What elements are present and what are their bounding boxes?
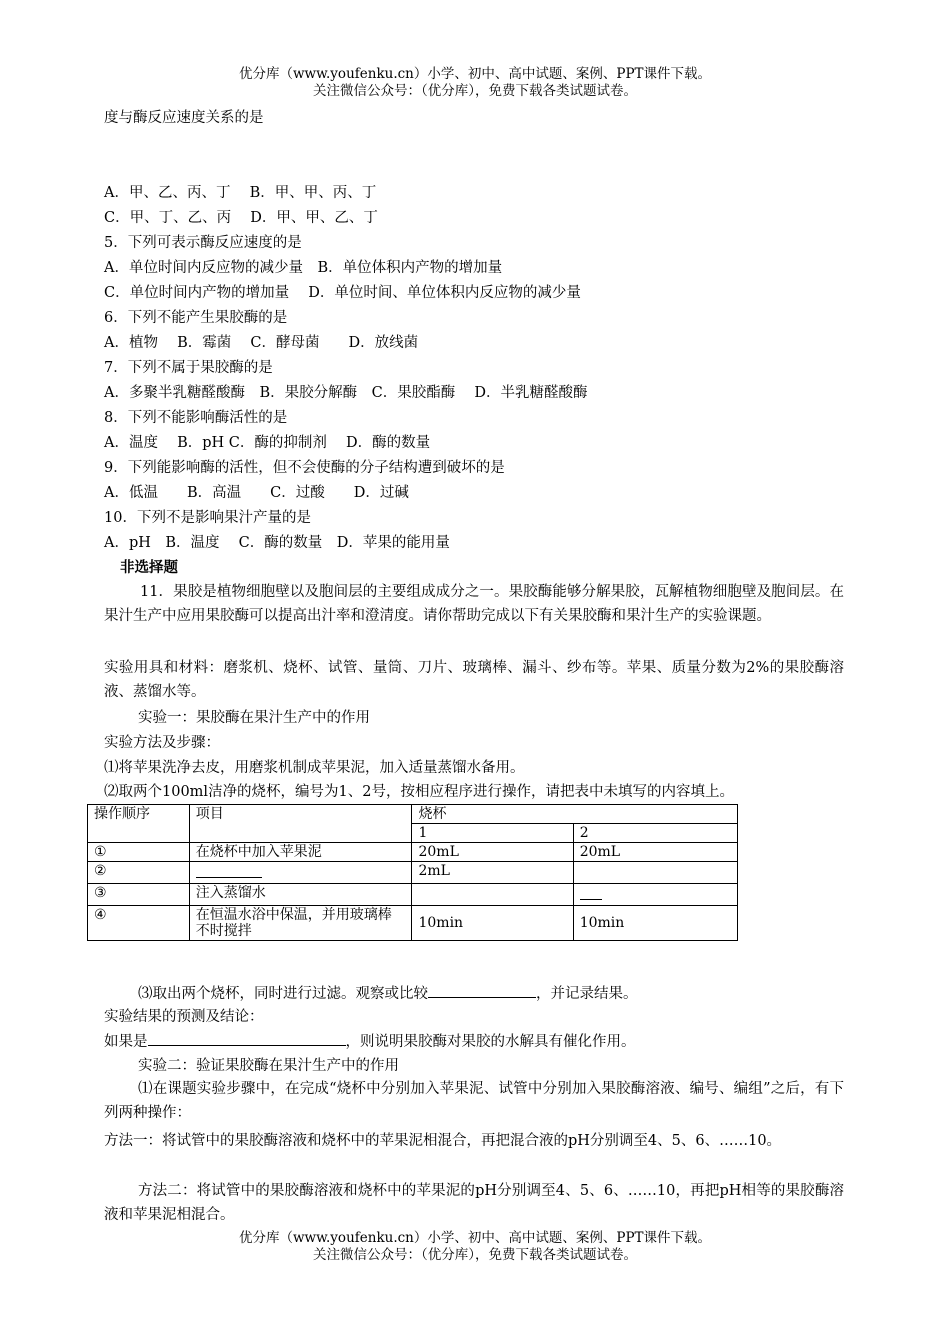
step-2: ⑵取两个100ml洁净的烧杯，编号为1、2号，按相应程序进行操作，请把表中未填写的内容填上。 [104, 784, 735, 800]
footer-line-1: 优分库（www.youfenku.cn）小学、初中、高中试题、案例、PPT课件下载。 [238, 1230, 712, 1246]
question-line: 8．下列不能影响酶活性的是 [104, 410, 288, 426]
method-title: 实验方法及步骤： [104, 735, 220, 751]
table-header-order: 操作顺序 [88, 805, 190, 843]
table-header-beaker: 烧杯 [412, 805, 738, 824]
materials-paragraph: 实验用具和材料：磨浆机、烧杯、试管、量筒、刀片、玻璃棒、漏斗、纱布等。苹果、质量分数为2%的果胶酶溶液、蒸馏水等。 [104, 660, 844, 700]
option-line: A．植物 B．霉菌 C．酵母菌 D．放线菌 [104, 335, 419, 351]
question-line: 6．下列不能产生果胶酶的是 [104, 310, 288, 326]
option-line: A．温度 B．pH C．酶的抑制剂 D．酶的数量 [104, 435, 431, 451]
answer-blank[interactable] [148, 1031, 346, 1046]
cell-order: ④ [88, 906, 190, 941]
footer-line-2: 关注微信公众号：（优分库），免费下载各类试题试卷。 [313, 1247, 637, 1263]
header-line-2: 关注微信公众号：（优分库），免费下载各类试题试卷。 [313, 83, 637, 99]
result-line [104, 1031, 636, 1052]
cell-item-blank [189, 862, 412, 884]
answer-blank[interactable] [580, 885, 602, 900]
cell-beaker-1: 2mL [412, 862, 573, 884]
question-line: 7．下列不属于果胶酶的是 [104, 360, 273, 376]
cell-order: ③ [88, 884, 190, 906]
option-line: A．低温 B．高温 C．过酸 D．过碱 [104, 485, 409, 501]
table-header-beaker-1: 1 [412, 824, 573, 843]
step-3-text-a: ⑶取出两个烧杯，同时进行过滤。观察或比较 [138, 986, 428, 1002]
cell-beaker-2: 20mL [573, 843, 737, 862]
answer-blank[interactable] [428, 983, 536, 998]
option-line: A．甲、乙、丙、丁 B．甲、甲、丙、丁 [104, 185, 377, 201]
table-row [88, 843, 738, 862]
method-2: 方法二：将试管中的果胶酶溶液和烧杯中的苹果泥的pH分别调至4、5、6、……10，再把pH相等的果胶酶溶液和苹果泥相混合。 [104, 1183, 844, 1223]
result-text-b: ，则说明果胶酶对果胶的水解具有催化作用。 [345, 1034, 636, 1050]
option-line: C．单位时间内产物的增加量 D．单位时间、单位体积内反应物的减少量 [104, 285, 581, 301]
section-title: 非选择题 [120, 559, 178, 576]
page-footer [0, 1230, 950, 1264]
table-header-item: 项目 [189, 805, 412, 843]
cell-order: ① [88, 843, 190, 862]
question-line: 5．下列可表示酶反应速度的是 [104, 235, 302, 251]
cell-beaker-1 [412, 884, 573, 906]
option-line: C．甲、丁、乙、丙 D．甲、甲、乙、丁 [104, 210, 378, 226]
cell-beaker-1: 10min [412, 906, 573, 941]
table-header-beaker-2: 2 [573, 824, 737, 843]
text-line: 度与酶反应速度关系的是 [104, 110, 264, 126]
cell-item: 注入蒸馏水 [189, 884, 412, 906]
step-1: ⑴将苹果洗净去皮，用磨浆机制成苹果泥，加入适量蒸馏水备用。 [104, 760, 525, 776]
answer-blank[interactable] [196, 863, 262, 878]
step-3 [138, 983, 638, 1004]
cell-beaker-2: 10min [573, 906, 737, 941]
experiment-2-step-1: ⑴在课题实验步骤中，在完成“烧杯中分别加入苹果泥、试管中分别加入果胶酶溶液、编号、编组”之后，有下列两种操作： [104, 1081, 844, 1121]
cell-beaker-2-blank [573, 884, 737, 906]
option-line: A．多聚半乳糖醛酸酶 B．果胶分解酶 C．果胶酯酶 D．半乳糖醛酸酶 [104, 385, 588, 401]
step-3-text-b: ，并记录结果。 [536, 986, 638, 1002]
page-header [0, 66, 950, 100]
question-line: 9．下列能影响酶的活性，但不会使酶的分子结构遭到破坏的是 [104, 460, 505, 476]
cell-beaker-2 [573, 862, 737, 884]
table-row [88, 862, 738, 884]
experiment-1-title: 实验一：果胶酶在果汁生产中的作用 [138, 710, 370, 726]
question-11: 11．果胶是植物细胞壁以及胞间层的主要组成成分之一。果胶酶能够分解果胶，瓦解植物细胞壁及胞间层。在果汁生产中应用果胶酶可以提高出汁率和澄清度。请你帮助完成以下有关果胶酶和果汁生产的实验课题。 [104, 584, 844, 624]
cell-item: 在烧杯中加入苹果泥 [189, 843, 412, 862]
experiment-2-title: 实验二：验证果胶酶在果汁生产中的作用 [138, 1058, 399, 1074]
cell-order: ② [88, 862, 190, 884]
cell-beaker-1: 20mL [412, 843, 573, 862]
result-title: 实验结果的预测及结论： [104, 1009, 264, 1025]
question-line: 10．下列不是影响果汁产量的是 [104, 510, 311, 526]
table-row [88, 884, 738, 906]
option-line: A．单位时间内反应物的减少量 B．单位体积内产物的增加量 [104, 260, 503, 276]
header-line-1: 优分库（www.youfenku.cn）小学、初中、高中试题、案例、PPT课件下载。 [238, 66, 712, 82]
result-text-a: 如果是 [104, 1034, 148, 1050]
cell-item: 在恒温水浴中保温，并用玻璃棒不时搅拌 [189, 906, 412, 941]
operation-table [87, 804, 738, 941]
table-row [88, 906, 738, 941]
option-line: A．pH B．温度 C．酶的数量 D．苹果的能用量 [104, 535, 450, 551]
method-1: 方法一：将试管中的果胶酶溶液和烧杯中的苹果泥相混合，再把混合液的pH分别调至4、5、6、……10。 [104, 1133, 782, 1149]
